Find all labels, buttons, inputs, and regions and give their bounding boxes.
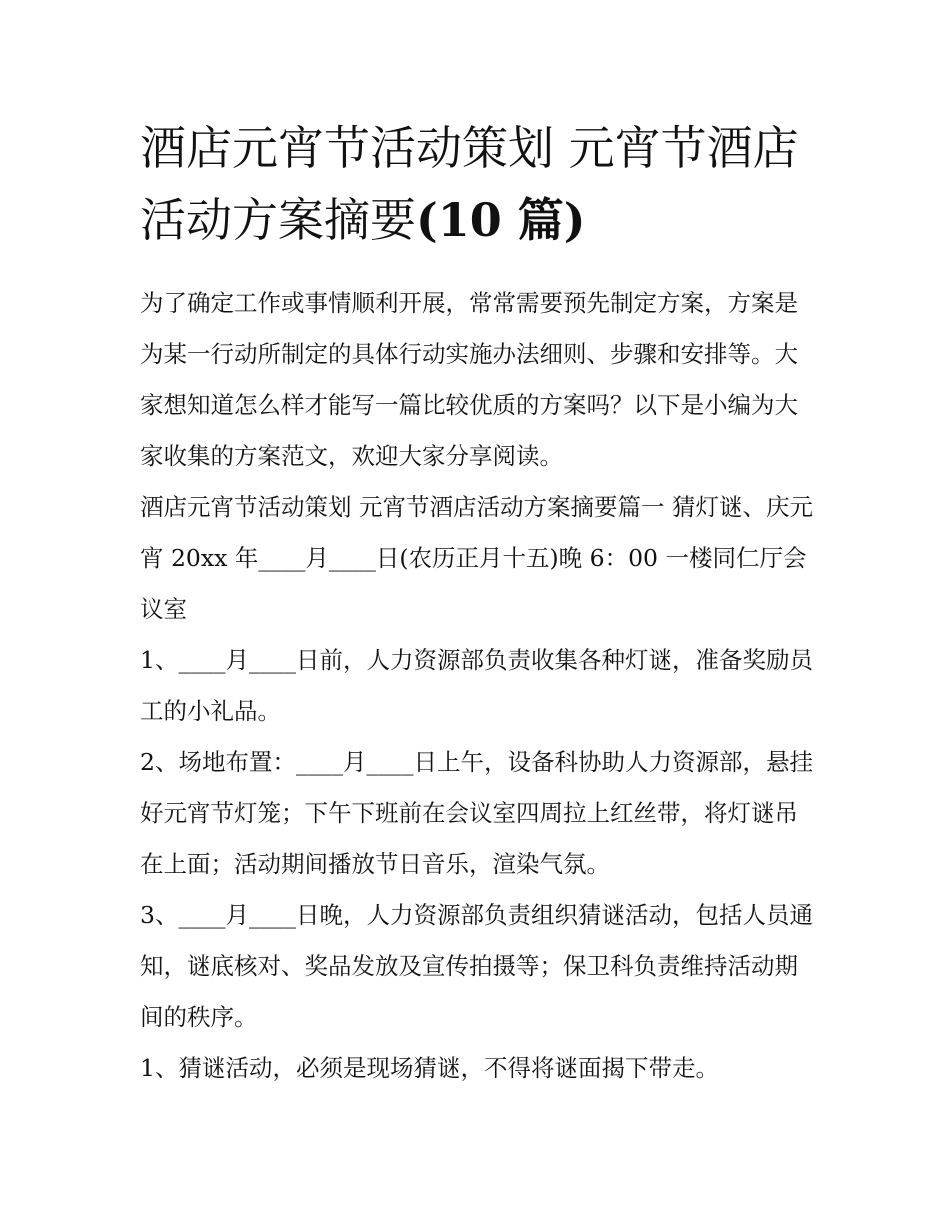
document-page <box>140 112 820 1094</box>
list-item-3: 3、____月____日晚，人力资源部负责组织猜谜活动，包括人员通知，谜底核对、奖品发放及宣传拍摄等；保卫科负责维持活动期间的秩序。 <box>140 901 813 1031</box>
title-count-text: (10 篇) <box>416 193 586 247</box>
rule-item-1: 1、猜谜活动，必须是现场猜谜，不得将谜面揭下带走。 <box>140 1054 719 1082</box>
list-item-2: 2、场地布置：____月____日上午，设备科协助人力资源部，悬挂好元宵节灯笼；下午下班前在会议室四周拉上红丝带，将灯谜吊在上面；活动期间播放节日音乐，渲染气氛。 <box>140 748 813 878</box>
document-title <box>140 112 820 256</box>
section-one-heading-paragraph: 酒店元宵节活动策划 元宵节酒店活动方案摘要篇一 猜灯谜、庆元宵 20xx 年____月____日(农历正月十五)晚 6：00 一楼同仁厅会议室 <box>140 493 813 623</box>
list-item-1: 1、____月____日前，人力资源部负责收集各种灯谜，准备奖励员工的小礼品。 <box>140 646 813 725</box>
document-body <box>140 278 820 1094</box>
intro-paragraph: 为了确定工作或事情顺利开展，常常需要预先制定方案，方案是为某一行动所制定的具体行动实施办法细则、步骤和安排等。大家想知道怎么样才能写一篇比较优质的方案吗？以下是小编为大家收集的方案范文，欢迎大家分享阅读。 <box>140 289 798 470</box>
title-main-text: 酒店元宵节活动策划 元宵节酒店活动方案摘要 <box>140 121 799 247</box>
